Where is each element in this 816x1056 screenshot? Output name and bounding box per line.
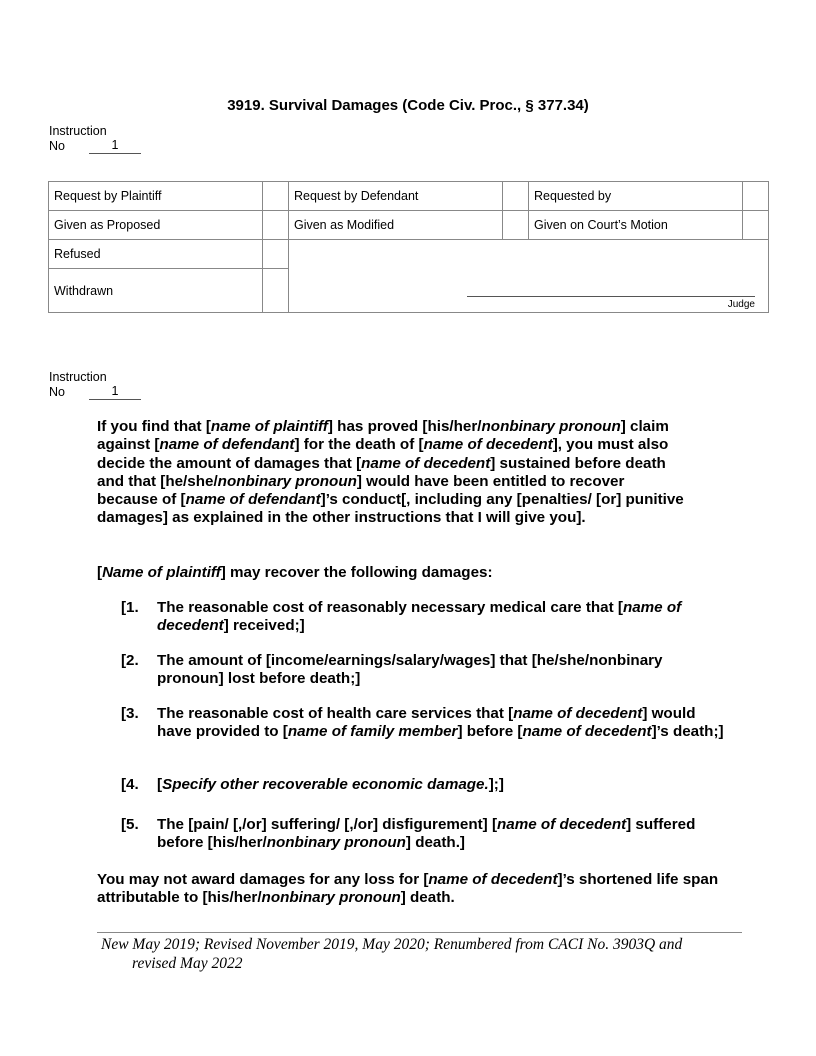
item-number: [3. <box>121 705 139 722</box>
request-by-plaintiff-checkbox[interactable] <box>263 182 289 211</box>
text: If you find that [ <box>97 418 211 435</box>
request-table <box>48 181 769 313</box>
text: ] claim against [ <box>97 418 669 454</box>
text: ]’s death;] <box>651 723 724 741</box>
placeholder-text: nonbinary pronoun <box>217 472 357 490</box>
text: The reasonable cost of health care services that [ <box>157 705 514 722</box>
text: ] has proved [his/her/ <box>327 418 482 435</box>
given-on-courts-motion-checkbox[interactable] <box>743 211 769 240</box>
placeholder-text: Name of plaintiff <box>102 564 221 581</box>
given-as-modified-label: Given as Modified <box>288 211 502 240</box>
text: ] death.] <box>405 834 465 852</box>
text: The [pain/ [,/or] suffering/ [,/or] disfigurement] [ <box>157 816 498 833</box>
instruction-number-field[interactable]: 1 <box>89 385 141 400</box>
item-number: [2. <box>121 652 139 669</box>
paragraph-intro <box>97 418 687 528</box>
placeholder-text: nonbinary pronoun <box>261 889 401 907</box>
text: ];] <box>488 776 504 793</box>
given-on-courts-motion-label: Given on Court’s Motion <box>528 211 742 240</box>
withdrawn-label: Withdrawn <box>49 269 263 313</box>
revision-history <box>101 935 741 973</box>
requested-by-checkbox[interactable] <box>743 182 769 211</box>
text: ], you must also decide the amount of damages that [ <box>97 436 669 472</box>
text: ] received;] <box>223 617 305 635</box>
paragraph-damages-intro <box>97 564 687 582</box>
history-line: revised May 2022 <box>132 955 243 972</box>
placeholder-text: name of defendant <box>159 436 295 454</box>
instruction-number-field[interactable]: 1 <box>89 139 141 154</box>
text: ]’s shortened life span attributable to [his/her/ <box>97 871 719 907</box>
request-by-defendant-label: Request by Defendant <box>288 182 502 211</box>
text: ] sustained before death and that [he/she/ <box>97 454 666 490</box>
withdrawn-checkbox[interactable] <box>263 269 289 313</box>
damages-item-3 <box>121 705 731 742</box>
placeholder-text: name of decedent <box>157 599 682 635</box>
placeholder-text: name of decedent <box>423 436 553 454</box>
text: ] may recover the following damages: <box>220 564 493 581</box>
request-by-plaintiff-label: Request by Plaintiff <box>49 182 263 211</box>
item-number: [1. <box>121 599 139 616</box>
paragraph-shortened-life <box>97 871 722 908</box>
text: ] death. <box>400 889 455 907</box>
text: ]’s conduct[, including any [penalties/ [or] punitive damages] as explained in the other instructions that I will give you]. <box>97 491 684 527</box>
history-divider <box>97 932 742 933</box>
judge-label: Judge <box>727 299 755 310</box>
history-line: New May 2019; Revised November 2019, May 2020; Renumbered from CACI No. 3903Q and <box>101 936 683 953</box>
judge-signature-line[interactable] <box>467 296 755 297</box>
text: ] for the death of [ <box>294 436 424 454</box>
refused-checkbox[interactable] <box>263 240 289 269</box>
damages-item-2 <box>121 652 731 689</box>
given-as-modified-checkbox[interactable] <box>503 211 529 240</box>
item-number: [5. <box>121 816 139 833</box>
placeholder-text: name of defendant <box>185 491 321 509</box>
instruction-number-bottom <box>49 370 141 400</box>
given-as-proposed-checkbox[interactable] <box>263 211 289 240</box>
text: ] would have provided to [ <box>157 705 696 741</box>
placeholder-text: name of plaintiff <box>210 418 328 435</box>
damages-item-5 <box>121 816 731 853</box>
text: The amount of [income/earnings/salary/wages] that [he/she/nonbinary pronoun] lost before death;] <box>157 652 663 688</box>
damages-item-4 <box>121 776 731 794</box>
text: ] would have been entitled to recover because of [ <box>97 472 625 509</box>
damages-item-1 <box>121 599 731 636</box>
text: [ <box>157 776 163 793</box>
requested-by-label: Requested by <box>528 182 742 211</box>
text: ] suffered before [his/her/ <box>157 816 696 852</box>
instruction-label: Instruction <box>49 124 107 138</box>
text: The reasonable cost of reasonably necessary medical care that [ <box>157 599 623 616</box>
placeholder-text: name of decedent <box>428 871 558 888</box>
no-label: No <box>49 385 65 399</box>
placeholder-text: name of decedent <box>513 705 643 722</box>
placeholder-text: nonbinary pronoun <box>266 834 406 852</box>
text: You may not award damages for any loss for [ <box>97 871 429 888</box>
item-number: [4. <box>121 776 139 793</box>
placeholder-text: name of decedent <box>497 816 627 833</box>
text: ] before [ <box>457 723 523 741</box>
given-as-proposed-label: Given as Proposed <box>49 211 263 240</box>
placeholder-text: nonbinary pronoun <box>481 418 621 435</box>
instruction-number-top <box>49 124 141 154</box>
placeholder-text: Specify other recoverable economic damage. <box>162 776 489 793</box>
no-label: No <box>49 139 65 153</box>
refused-label: Refused <box>49 240 263 269</box>
placeholder-text: name of decedent <box>522 723 652 741</box>
placeholder-text: name of decedent <box>361 454 491 472</box>
placeholder-text: name of family member <box>287 723 458 741</box>
text: [ <box>97 564 103 581</box>
instruction-title: 3919. Survival Damages (Code Civ. Proc., § 377.34) <box>227 97 589 114</box>
instruction-label: Instruction <box>49 370 107 384</box>
judge-signature-area <box>288 240 768 313</box>
request-by-defendant-checkbox[interactable] <box>503 182 529 211</box>
